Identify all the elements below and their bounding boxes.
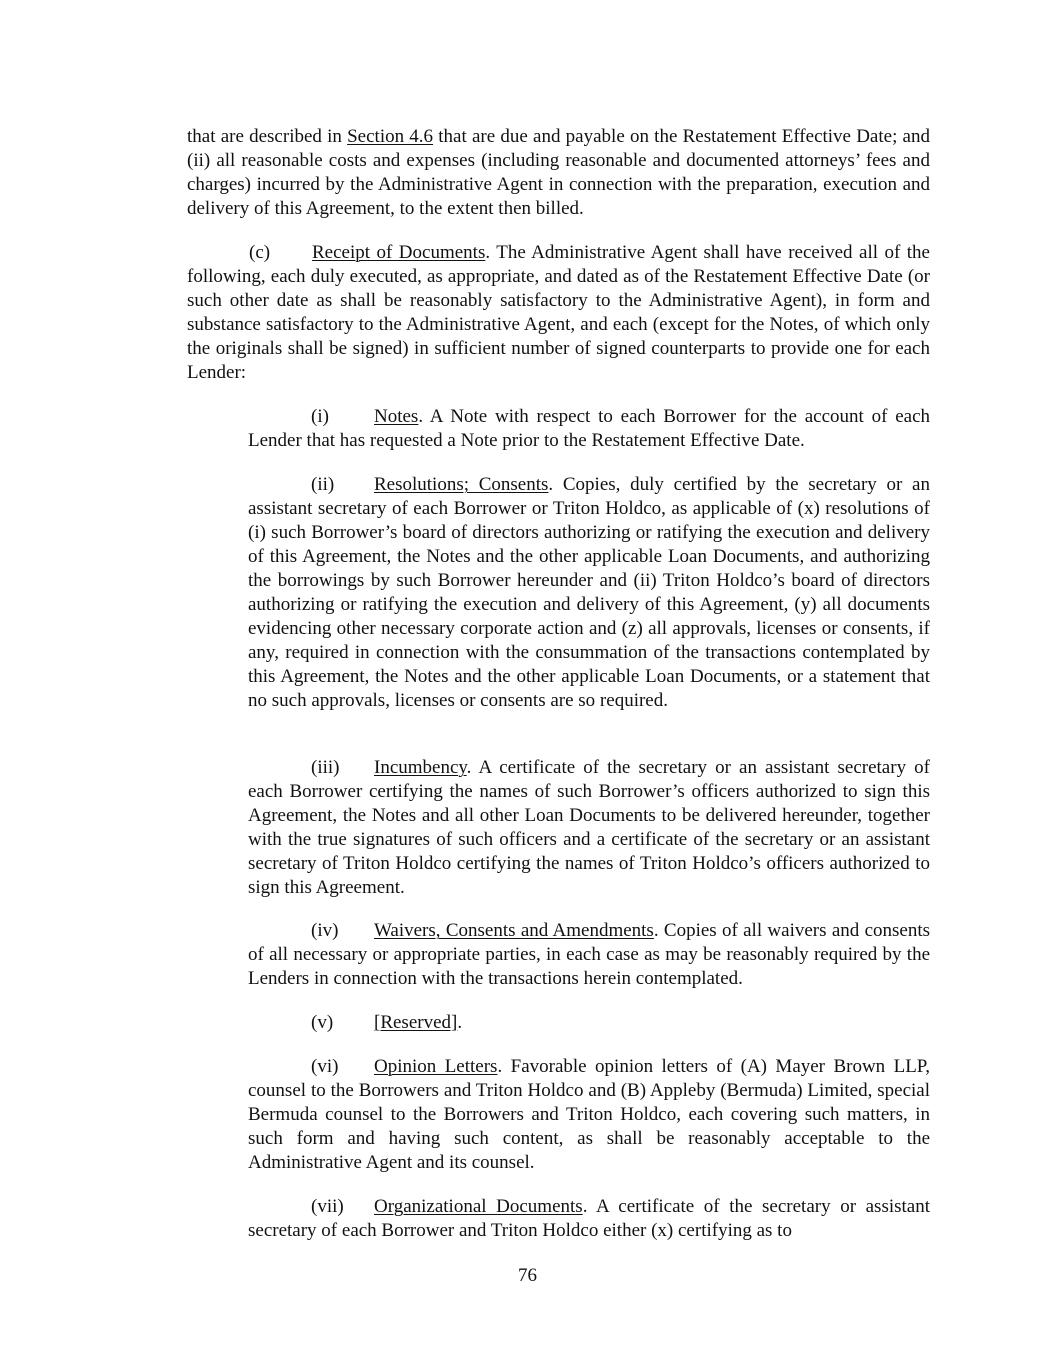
list-item: [248, 473, 930, 713]
item-heading: Notes: [374, 406, 419, 427]
list-item: [248, 1011, 930, 1035]
list-item: [248, 1195, 930, 1243]
item-body: . Favorable opinion letters of (A) Mayer Brown LLP, counsel to the Borrowers and Triton Holdco and (B) Appleby (Bermuda) Limited, special Bermuda counsel to the Borrowers and Triton Holdco, each covering such matters, in such form and having such content, as shall be reasonably acceptable to the Administrative Agent and its counsel.: [248, 1056, 931, 1173]
item-heading: [Reserved]: [374, 1012, 458, 1033]
paragraph-text-post: that are due and payable on the Restatement Effective Date; and (ii) all reasonable costs and expenses (including reasonable and documented attorneys’ fees and charges) incurred by the Administrative Agent in connection with the preparation, execution and delivery of this Agreement, to the extent then billed.: [187, 126, 930, 219]
item-body: . A certificate of the secretary or an assistant secretary of each Borrower certifying the names of such Borrower’s officers authorized to sign this Agreement, the Notes and all other Loan Documents to be delivered hereunder, together with the true signatures of such officers and a certificate of the secretary or an assistant secretary of Triton Holdco certifying the names of Triton Holdco’s officers authorized to sign this Agreement.: [248, 757, 930, 898]
item-marker: (vii): [311, 1196, 344, 1217]
section-reference-link: Section 4.6: [347, 126, 434, 147]
paragraph-heading: Receipt of Documents: [312, 242, 486, 263]
paragraph-continuation: [187, 125, 930, 221]
item-heading: Organizational Documents: [374, 1196, 583, 1217]
item-body: . Copies of all waivers and consents of all necessary or appropriate parties, in each case as may be reasonably required by the Lenders in connection with the transactions herein contemplated.: [248, 920, 930, 989]
item-marker: (ii): [311, 474, 335, 495]
item-heading: Opinion Letters: [374, 1056, 498, 1077]
item-marker: (iv): [311, 920, 339, 941]
list-item: [248, 405, 930, 453]
paragraph-marker: (c): [249, 242, 271, 263]
paragraph-c: [187, 241, 930, 385]
paragraph-body: . The Administrative Agent shall have received all of the following, each duly executed, as appropriate, and dated as of the Restatement Effective Date (or such other date as shall be reasonably satisfactory to the Administrative Agent), in form and substance satisfactory to the Administrative Agent, and each (except for the Notes, of which only the originals shall be signed) in sufficient number of signed counterparts to provide one for each Lender:: [187, 242, 930, 383]
list-item: [248, 1055, 930, 1175]
paragraph-text-pre: that are described in: [187, 126, 348, 147]
item-body: . A certificate of the secretary or assistant secretary of each Borrower and Triton Holdco either (x) certifying as to: [248, 1196, 931, 1241]
list-item: [248, 756, 930, 900]
item-marker: (v): [311, 1012, 334, 1033]
item-heading: Incumbency: [374, 757, 467, 778]
item-heading: Waivers, Consents and Amendments: [374, 920, 654, 941]
item-body: . Copies, duly certified by the secretary or an assistant secretary of each Borrower or Triton Holdco, as applicable of (x) resolutions of (i) such Borrower’s board of directors authorizing or ratifying the execution and delivery of this Agreement, the Notes and the other applicable Loan Documents, and authorizing the borrowings by such Borrower hereunder and (ii) Triton Holdco’s board of directors authorizing or ratifying the execution and delivery of this Agreement, (y) all documents evidencing other necessary corporate action and (z) all approvals, licenses or consents, if any, required in connection with the consummation of the transactions contemplated by this Agreement, the Notes and the other applicable Loan Documents, or a statement that no such approvals, licenses or consents are so required.: [248, 474, 930, 711]
item-marker: (i): [311, 406, 329, 427]
item-body: . A Note with respect to each Borrower for the account of each Lender that has requested a Note prior to the Restatement Effective Date.: [248, 406, 930, 451]
item-marker: (vi): [311, 1056, 339, 1077]
list-item: [248, 919, 930, 991]
item-marker: (iii): [311, 757, 340, 778]
item-body: .: [457, 1012, 463, 1033]
item-heading: Resolutions; Consents: [374, 474, 549, 495]
page-number: 76: [518, 1265, 537, 1286]
